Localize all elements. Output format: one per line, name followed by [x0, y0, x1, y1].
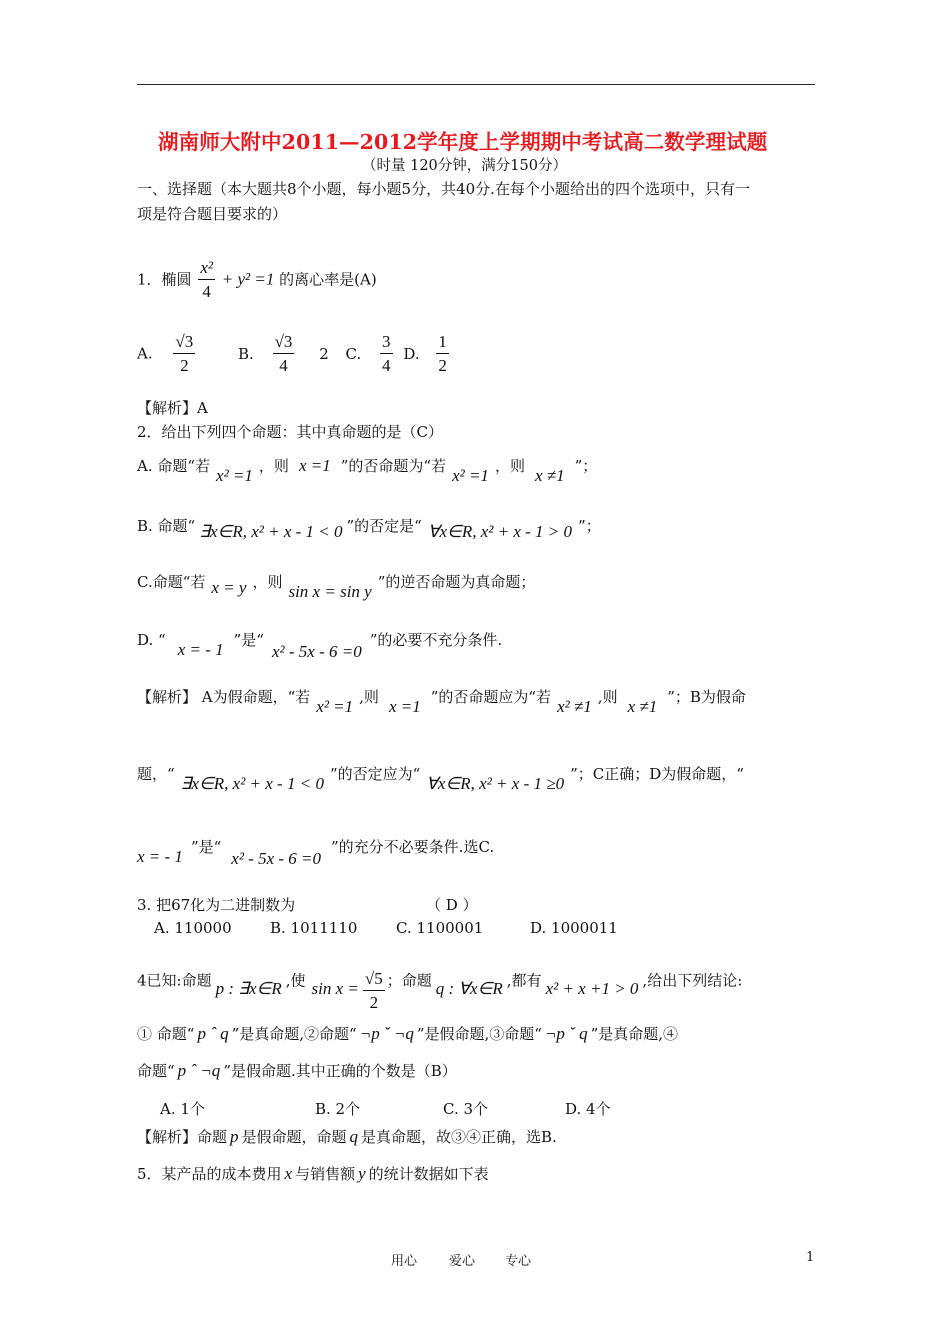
q4-statements-2: 命题“ p ˆ ¬q ”是假命题.其中正确的个数是（B）	[137, 1061, 457, 1080]
footer-slogan-2: 爱心	[449, 1254, 476, 1269]
q4-statements-1: ① 命题“ p ˆ q ”是真命题,②命题“ ¬p ˇ ¬q ”是假命题,③命题“ ¬p ˇ q ”是真命题,④	[137, 1024, 679, 1043]
section-heading: 一、选择题（本大题共8个小题，每小题5分，共40分.在每个小题给出的四个选项中，只有一	[137, 180, 750, 198]
q2-analysis-1: 【解析】 A为假命题，“若 x² =1 ,则 x =1 ”的否命题应为“若 x² ≠1 ,则 x ≠1 ”；B为假命	[137, 688, 746, 716]
q1-option-d-value: $\frac{1}{2}$	[438, 332, 447, 375]
q1-option-d: D.	[403, 344, 420, 363]
q4-option-d: D. 4个	[565, 1100, 611, 1118]
q1-suffix: 的离心率是(A)	[279, 270, 377, 289]
q5-stem: 5．某产品的成本费用 x 与销售额 y 的统计数据如下表	[137, 1164, 489, 1183]
section-heading-cont: 项是符合题目要求的）	[137, 205, 288, 223]
q2-a-math-3: x² =1	[452, 466, 489, 485]
q2-analysis-3: x = - 1 ”是“x² - 5x - 6 =0”的充分不必要条件.选C.	[137, 838, 495, 868]
q2-c-math-2: sin x = sin y	[288, 582, 372, 601]
q1-prefix: 1．椭圆	[137, 270, 192, 289]
q1-option-b-value: $\frac{√3}{4}$	[274, 332, 293, 375]
document-title: 湖南师大附中2011—2012学年度上学期期中考试高二数学理试题	[158, 130, 768, 154]
q2-option-c: C.命题“若 x = y ，则 sin x = sin y ”的逆否命题为真命题；	[137, 573, 536, 601]
q1-equation: + y² =1	[221, 269, 275, 289]
q1-stem	[137, 257, 377, 304]
q2-a-math-4: x ≠1	[534, 466, 565, 485]
q2-b-math-1: ∃x∈R, x² + x - 1 < 0	[199, 522, 343, 541]
q1-fraction: $\frac{\text{x²}}{4}$	[200, 258, 213, 301]
page-number: 1	[806, 1250, 815, 1265]
q2-a-math-1: x² =1	[216, 466, 253, 485]
q2-d-math-2: x² - 5x - 6 =0	[271, 642, 362, 661]
q1-option-b: B.	[238, 344, 254, 363]
q4-analysis: 【解析】命题 p 是假命题，命题 q 是真命题，故③④正确，选B.	[137, 1127, 557, 1146]
footer-slogan-1: 用心	[391, 1254, 418, 1269]
q2-option-b: B. 命题“ ∃x∈R, x² + x - 1 < 0 ”的否定是“ ∀x∈R, x² + x - 1 > 0 ”；	[137, 517, 601, 541]
q3-stem: 3. 把67化为二进制数为	[137, 896, 296, 914]
q2-analysis-2: 题，“ ∃x∈R, x² + x - 1 < 0 ”的否定应为“ ∀x∈R, x² + x - 1 ≥0 ”；C正确；D为假命题，“	[137, 765, 744, 793]
q3-option-c: C. 1100001	[396, 919, 484, 937]
q3-option-d: D. 1000011	[530, 919, 618, 937]
q2-a-math-2: x =1	[298, 456, 331, 475]
q2-option-d: D. “ x = - 1 ”是“x² - 5x - 6 =0”的必要不充分条件.	[137, 631, 503, 661]
q1-options	[137, 331, 451, 378]
q1-option-a-value: $\frac{√3}{2}$	[175, 332, 194, 375]
header-rule	[137, 84, 815, 85]
q4-premise: 4已知:命题 p : ∃x∈R ,使 sin x = $\frac{√5}{2}$ ；命题 q : ∀x∈R ,都有 x² + x +1 > 0 ,给出下列结论:	[137, 958, 742, 1005]
q3-option-a: A. 110000	[154, 919, 232, 937]
q4-option-c: C. 3个	[443, 1100, 489, 1118]
q3-answer: （ D ）	[426, 896, 478, 914]
q2-stem: 2．给出下列四个命题：其中真命题的是（C）	[137, 423, 444, 441]
q1-analysis: 【解析】A	[137, 399, 208, 417]
q1-option-b-extra: 2	[319, 344, 329, 363]
q1-option-a: A.	[137, 344, 153, 363]
q2-option-a: A. 命题“若 x² =1 ，则 x =1 ”的否命题为“若 x² =1 ，则 x ≠1 ”；	[137, 456, 598, 485]
q2-c-math-1: x = y	[211, 578, 247, 597]
q4-option-a: A. 1个	[160, 1100, 205, 1118]
q3-option-b: B. 1011110	[270, 919, 358, 937]
q2-d-math-1: x = - 1	[177, 640, 224, 659]
q4-option-b: B. 2个	[315, 1100, 361, 1118]
q4-fraction: $\frac{√5}{2}$	[364, 969, 383, 1012]
q2-b-math-2: ∀x∈R, x² + x - 1 > 0	[427, 522, 573, 541]
footer-slogan-3: 专心	[505, 1254, 532, 1269]
document-subtitle: （时量 120分钟，满分150分）	[362, 158, 567, 174]
q1-option-c: C.	[345, 344, 362, 363]
q1-option-c-value: $\frac{3}{4}$	[382, 332, 391, 375]
